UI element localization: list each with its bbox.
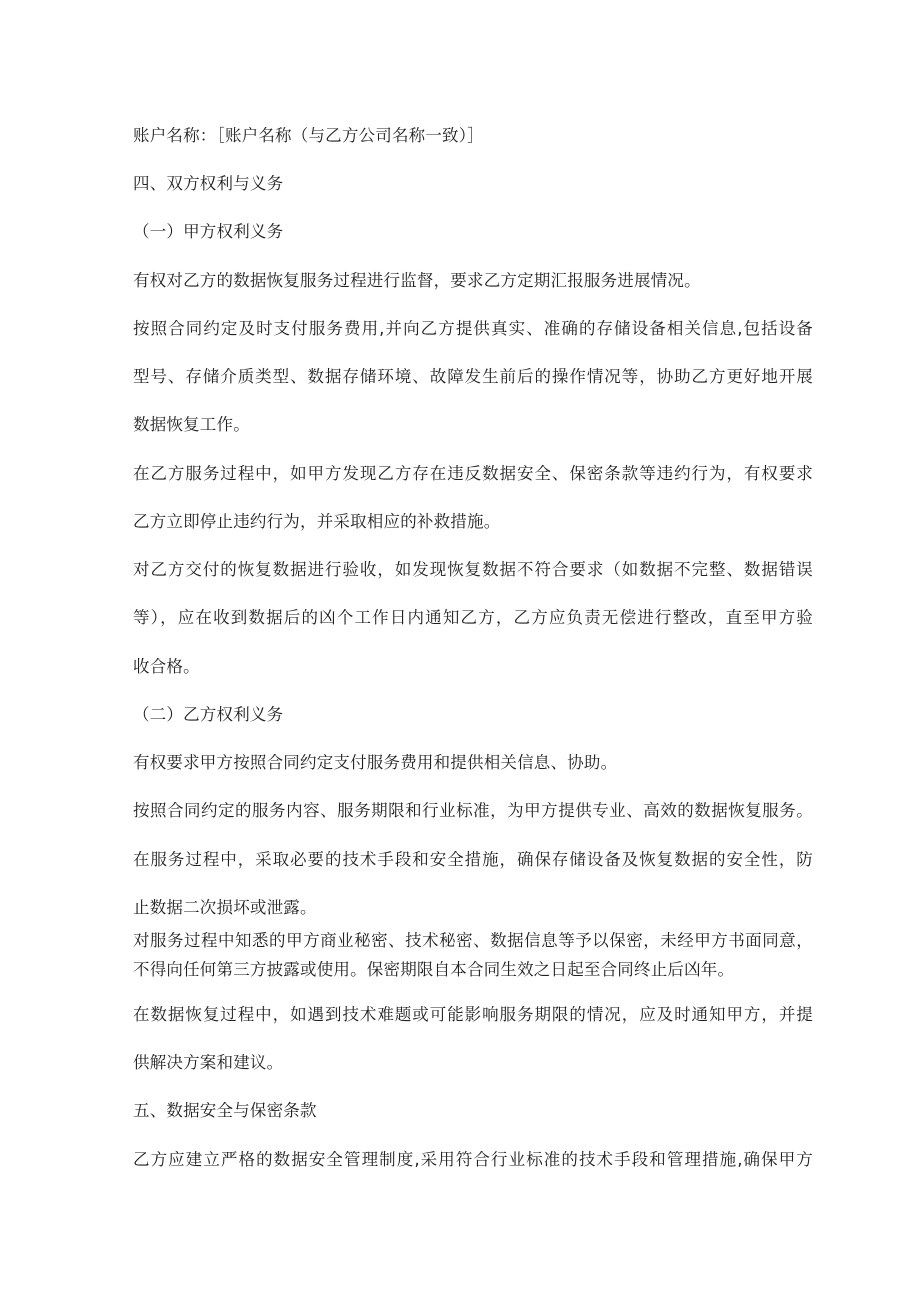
party-b-item-3-line-2: 止数据二次损坏或泄露。 [133,898,317,917]
party-a-item-2-line-3: 数据恢复工作。 [133,415,250,434]
party-a-rights-title: （一）甲方权利义务 [133,222,284,241]
party-b-item-2: 按照合同约定的服务内容、服务期限和行业标准，为甲方提供专业、高效的数据恢复服务。 [133,801,813,820]
party-b-item-3-line-1: 在服务过程中，采取必要的技术手段和安全措施，确保存储设备及恢复数据的安全性，防 [133,850,813,869]
party-b-item-5-line-1: 在数据恢复过程中，如遇到技术难题或可能影响服务期限的情况，应及时通知甲方，并提 [133,1005,813,1024]
party-a-item-1: 有权对乙方的数据恢复服务过程进行监督，要求乙方定期汇报服务进展情况。 [133,271,701,290]
party-a-item-3-line-2: 乙方立即停止违约行为，并采取相应的补救措施。 [133,512,501,531]
party-b-item-4-line-1: 对服务过程中知悉的甲方商业秘密、技术秘密、数据信息等予以保密，未经甲方书面同意， [133,931,813,950]
party-b-item-1: 有权要求甲方按照合同约定支付服务费用和提供相关信息、协助。 [133,753,618,772]
party-b-rights-title: （二）乙方权利义务 [133,705,284,724]
party-a-item-4-line-2: 等），应在收到数据后的凶个工作日内通知乙方，乙方应负责无偿进行整改，直至甲方验 [133,608,813,627]
party-b-item-5-line-2: 供解决方案和建议。 [133,1053,284,1072]
party-a-item-4-line-1: 对乙方交付的恢复数据进行验收，如发现恢复数据不符合要求（如数据不完整、数据错误 [133,560,813,579]
section-5-item-1-line-1: 乙方应建立严格的数据安全管理制度,采用符合行业标准的技术手段和管理措施,确保甲方 [133,1150,813,1169]
account-name-line: 账户名称：［账户名称（与乙方公司名称一致）］ [133,126,484,145]
party-a-item-2-line-2: 型号、存储介质类型、数据存储环境、故障发生前后的操作情况等，协助乙方更好地开展 [133,367,813,386]
party-b-item-4-line-2: 不得向任何第三方披露或使用。保密期限自本合同生效之日起至合同终止后凶年。 [133,960,735,979]
party-a-item-3-line-1: 在乙方服务过程中，如甲方发现乙方存在违反数据安全、保密条款等违约行为，有权要求 [133,464,813,483]
section-4-title: 四、双方权利与义务 [133,174,284,193]
party-a-item-4-line-3: 收合格。 [133,657,200,676]
party-a-item-2-line-1: 按照合同约定及时支付服务费用,并向乙方提供真实、准确的存储设备相关信息,包括设备 [133,319,813,338]
section-5-title: 五、数据安全与保密条款 [133,1101,317,1120]
